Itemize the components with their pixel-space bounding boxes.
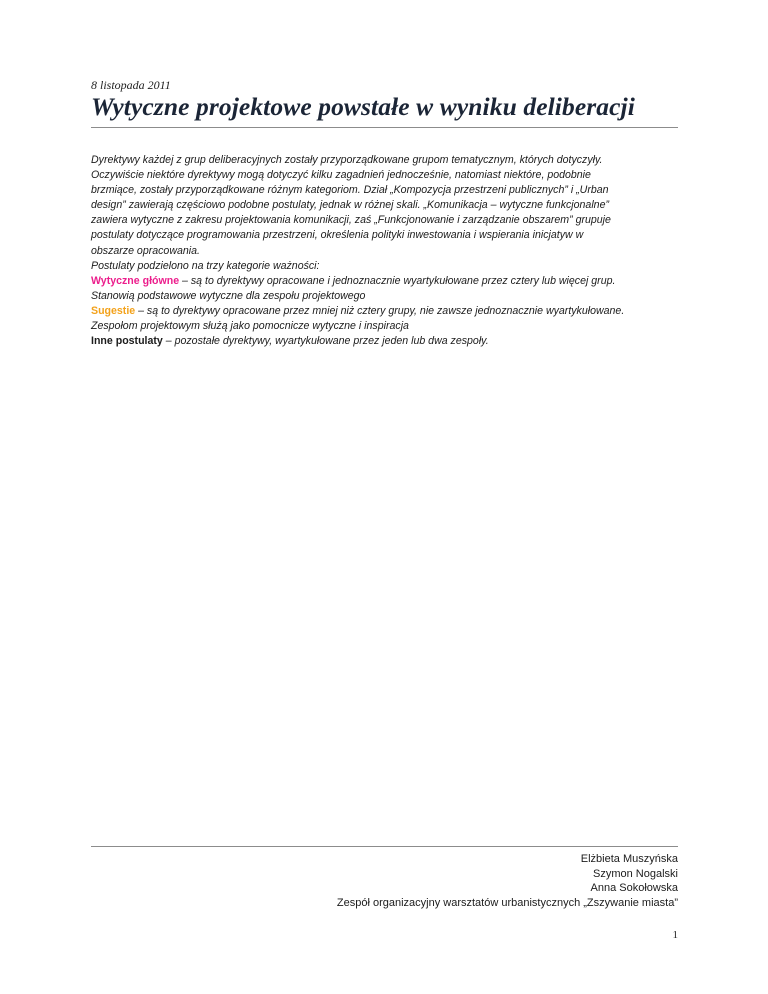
author-name: Elżbieta Muszyńska bbox=[580, 853, 678, 865]
body-line: zawiera wytyczne z zakresu projektowania komunikacji, zaś „Funkcjonowanie i zarządzanie obszarem” grupuje bbox=[91, 214, 611, 227]
body-line: brzmiące, zostały przyporządkowane różnym kategoriom. Dział „Kompozycja przestrzeni publicznych” i „Urban bbox=[91, 184, 609, 197]
category-suggestion-label: Sugestie bbox=[91, 304, 136, 317]
body-line: design” zawierają częściowo podobne postulaty, jednak w różnej skali. „Komunikacja – wytyczne funkcjonalne” bbox=[91, 199, 609, 212]
body-line: Dyrektywy każdej z grup deliberacyjnych zostały przyporządkowane grupom tematycznym, których dotyczyły. bbox=[91, 154, 603, 166]
organizing-team: Zespół organizacyjny warsztatów urbanistycznych „Zszywanie miasta” bbox=[336, 896, 678, 909]
body-line: Oczywiście niektóre dyrektywy mogą dotyczyć kilku zagadnień jednocześnie, natomiast niektóre, podobnie bbox=[91, 169, 591, 182]
authors-block bbox=[337, 852, 678, 910]
author-name: Szymon Nogalski bbox=[593, 867, 678, 880]
body-line: postulaty dotyczące programowania przestrzeni, określenia polityki inwestowania i wspierania inicjatyw w bbox=[91, 229, 584, 242]
title-divider bbox=[91, 127, 678, 128]
category-suggestion-description: – są to dyrektywy opracowane przez mniej niż cztery grupy, nie zawsze jednoznacznie wyartykułowane. bbox=[135, 304, 625, 317]
document-title: Wytyczne projektowe powstałe w wyniku deliberacji bbox=[91, 92, 635, 121]
page-number: 1 bbox=[672, 929, 678, 941]
category-suggestion-line2: Zespołom projektowym służą jako pomocnicze wytyczne i inspiracja bbox=[91, 320, 409, 333]
category-main-label: Wytyczne główne bbox=[91, 274, 180, 287]
body-line: obszarze opracowania. bbox=[91, 244, 200, 257]
footer-divider bbox=[91, 846, 678, 847]
category-main-description: – są to dyrektywy opracowane i jednoznacznie wyartykułowane przez cztery lub więcej grup. bbox=[179, 274, 616, 287]
category-other-label: Inne postulaty bbox=[91, 335, 163, 348]
category-main bbox=[91, 274, 691, 289]
category-other bbox=[91, 334, 691, 349]
document-date: 8 listopada 2011 bbox=[91, 78, 171, 92]
category-other-description: – pozostałe dyrektywy, wyartykułowane przez jeden lub dwa zespoły. bbox=[162, 335, 489, 348]
body-text bbox=[91, 153, 691, 349]
author-name: Anna Sokołowska bbox=[590, 882, 678, 895]
category-main-line2: Stanowią podstawowe wytyczne dla zespołu projektowego bbox=[91, 289, 366, 302]
category-suggestion bbox=[91, 304, 691, 319]
body-line: Postulaty podzielono na trzy kategorie ważności: bbox=[91, 259, 320, 272]
